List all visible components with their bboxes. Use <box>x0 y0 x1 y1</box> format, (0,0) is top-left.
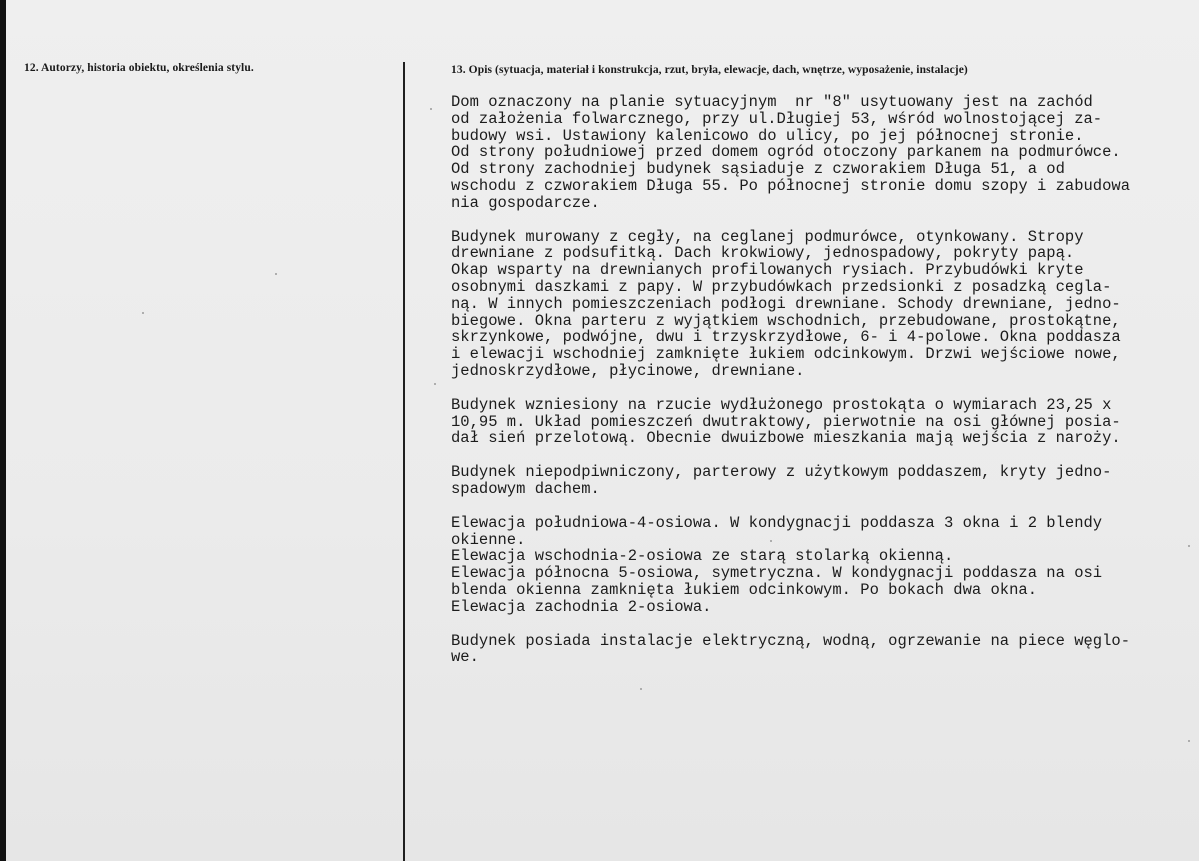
description-body <box>451 94 1191 683</box>
text-line: drewniane z podsufitką. Dach krokwiowy, jednospadowy, pokryty papą. <box>451 244 1075 263</box>
paragraph-installations <box>451 633 1191 667</box>
scan-speck <box>430 108 432 110</box>
text-line: Budynek niepodpiwniczony, parterowy z użytkowym poddaszem, kryty jedno- <box>451 463 1112 482</box>
scan-speck <box>142 312 144 314</box>
text-line: i elewacji wschodniej zamknięte łukiem odcinkowym. Drzwi wejściowe nowe, <box>451 345 1121 364</box>
text-line: Dom oznaczony na planie sytuacyjnym nr "8" usytuowany jest na zachód <box>451 93 1093 111</box>
paragraph-location <box>451 94 1191 212</box>
text-line: Elewacja południowa-4-osiowa. W kondygnacji poddasza 3 okna i 2 blendy <box>451 513 1103 532</box>
text-line: Od strony zachodniej budynek sąsiaduje z czworakiem Długa 51, a od <box>451 160 1065 179</box>
section-12-header: 12. Autorzy, historia obiektu, określenia stylu. <box>24 62 254 74</box>
paragraph-construction <box>451 229 1191 380</box>
scan-edge <box>0 0 6 861</box>
text-line: Budynek wzniesiony na rzucie wydłużonego prostokąta o wymiarach 23,25 x <box>451 395 1112 414</box>
text-line: Okap wsparty na drewnianych profilowanych rysiach. Przybudówki kryte <box>451 261 1084 280</box>
text-line: jednoskrzydłowe, płycinowe, drewniane. <box>451 361 805 380</box>
text-line: od założenia folwarcznego, przy ul.Długiej 53, wśród wolnostojącej za- <box>451 109 1103 128</box>
text-line: nia gospodarcze. <box>451 193 600 212</box>
text-line: spadowym dachem. <box>451 479 600 498</box>
paragraph-plan <box>451 397 1191 447</box>
scan-speck <box>434 383 436 385</box>
scan-speck <box>275 273 277 275</box>
text-line: osobnymi daszkami z papy. W przybudówkach przedsionki z posadzką cegla- <box>451 277 1112 296</box>
text-line: ną. W innych pomieszczeniach podłogi drewniane. Schody drewniane, jedno- <box>451 294 1121 313</box>
text-line: okienne. <box>451 530 526 549</box>
text-line: Od strony południowej przed domem ogród otoczony parkanem na podmurówce. <box>451 143 1121 162</box>
text-line: dał sień przelotową. Obecnie dwuizbowe mieszkania mają wejścia z naroży. <box>451 429 1121 448</box>
text-line: Elewacja zachodnia 2-osiowa. <box>451 597 712 616</box>
text-line: budowy wsi. Ustawiony kalenicowo do ulicy, po jej północnej stronie. <box>451 126 1084 145</box>
text-line: skrzynkowe, podwójne, dwu i trzyskrzydłowe, 6- i 4-polowe. Okna poddasza <box>451 328 1121 347</box>
text-line: Elewacja wschodnia-2-osiowa ze starą stolarką okienną. <box>451 547 954 566</box>
text-line: Budynek posiada instalacje elektryczną, wodną, ogrzewanie na piece węglo- <box>451 631 1131 650</box>
text-line: wschodu z czworakiem Długa 55. Po północnej stronie domu szopy i zabudowa <box>451 176 1131 195</box>
scan-speck <box>1188 740 1190 742</box>
paragraph-massing <box>451 464 1191 498</box>
section-13-header: 13. Opis (sytuacja, materiał i konstrukcja, rzut, bryła, elewacje, dach, wnętrze, wyposażenie, instalacje) <box>451 64 968 76</box>
text-line: we. <box>451 648 479 667</box>
text-line: Budynek murowany z cegły, na ceglanej podmurówce, otynkowany. Stropy <box>451 227 1084 246</box>
text-line: 10,95 m. Układ pomieszczeń dwutraktowy, pierwotnie na osi głównej posia- <box>451 412 1121 431</box>
column-divider <box>403 62 405 861</box>
text-line: Elewacja północna 5-osiowa, symetryczna. W kondygnacji poddasza na osi <box>451 564 1103 583</box>
text-line: blenda okienna zamknięta łukiem odcinkowym. Po bokach dwa okna. <box>451 580 1037 599</box>
text-line: biegowe. Okna parteru z wyjątkiem wschodnich, przebudowane, prostokątne, <box>451 311 1121 330</box>
paragraph-elevations <box>451 515 1191 616</box>
scan-speck <box>640 688 642 690</box>
